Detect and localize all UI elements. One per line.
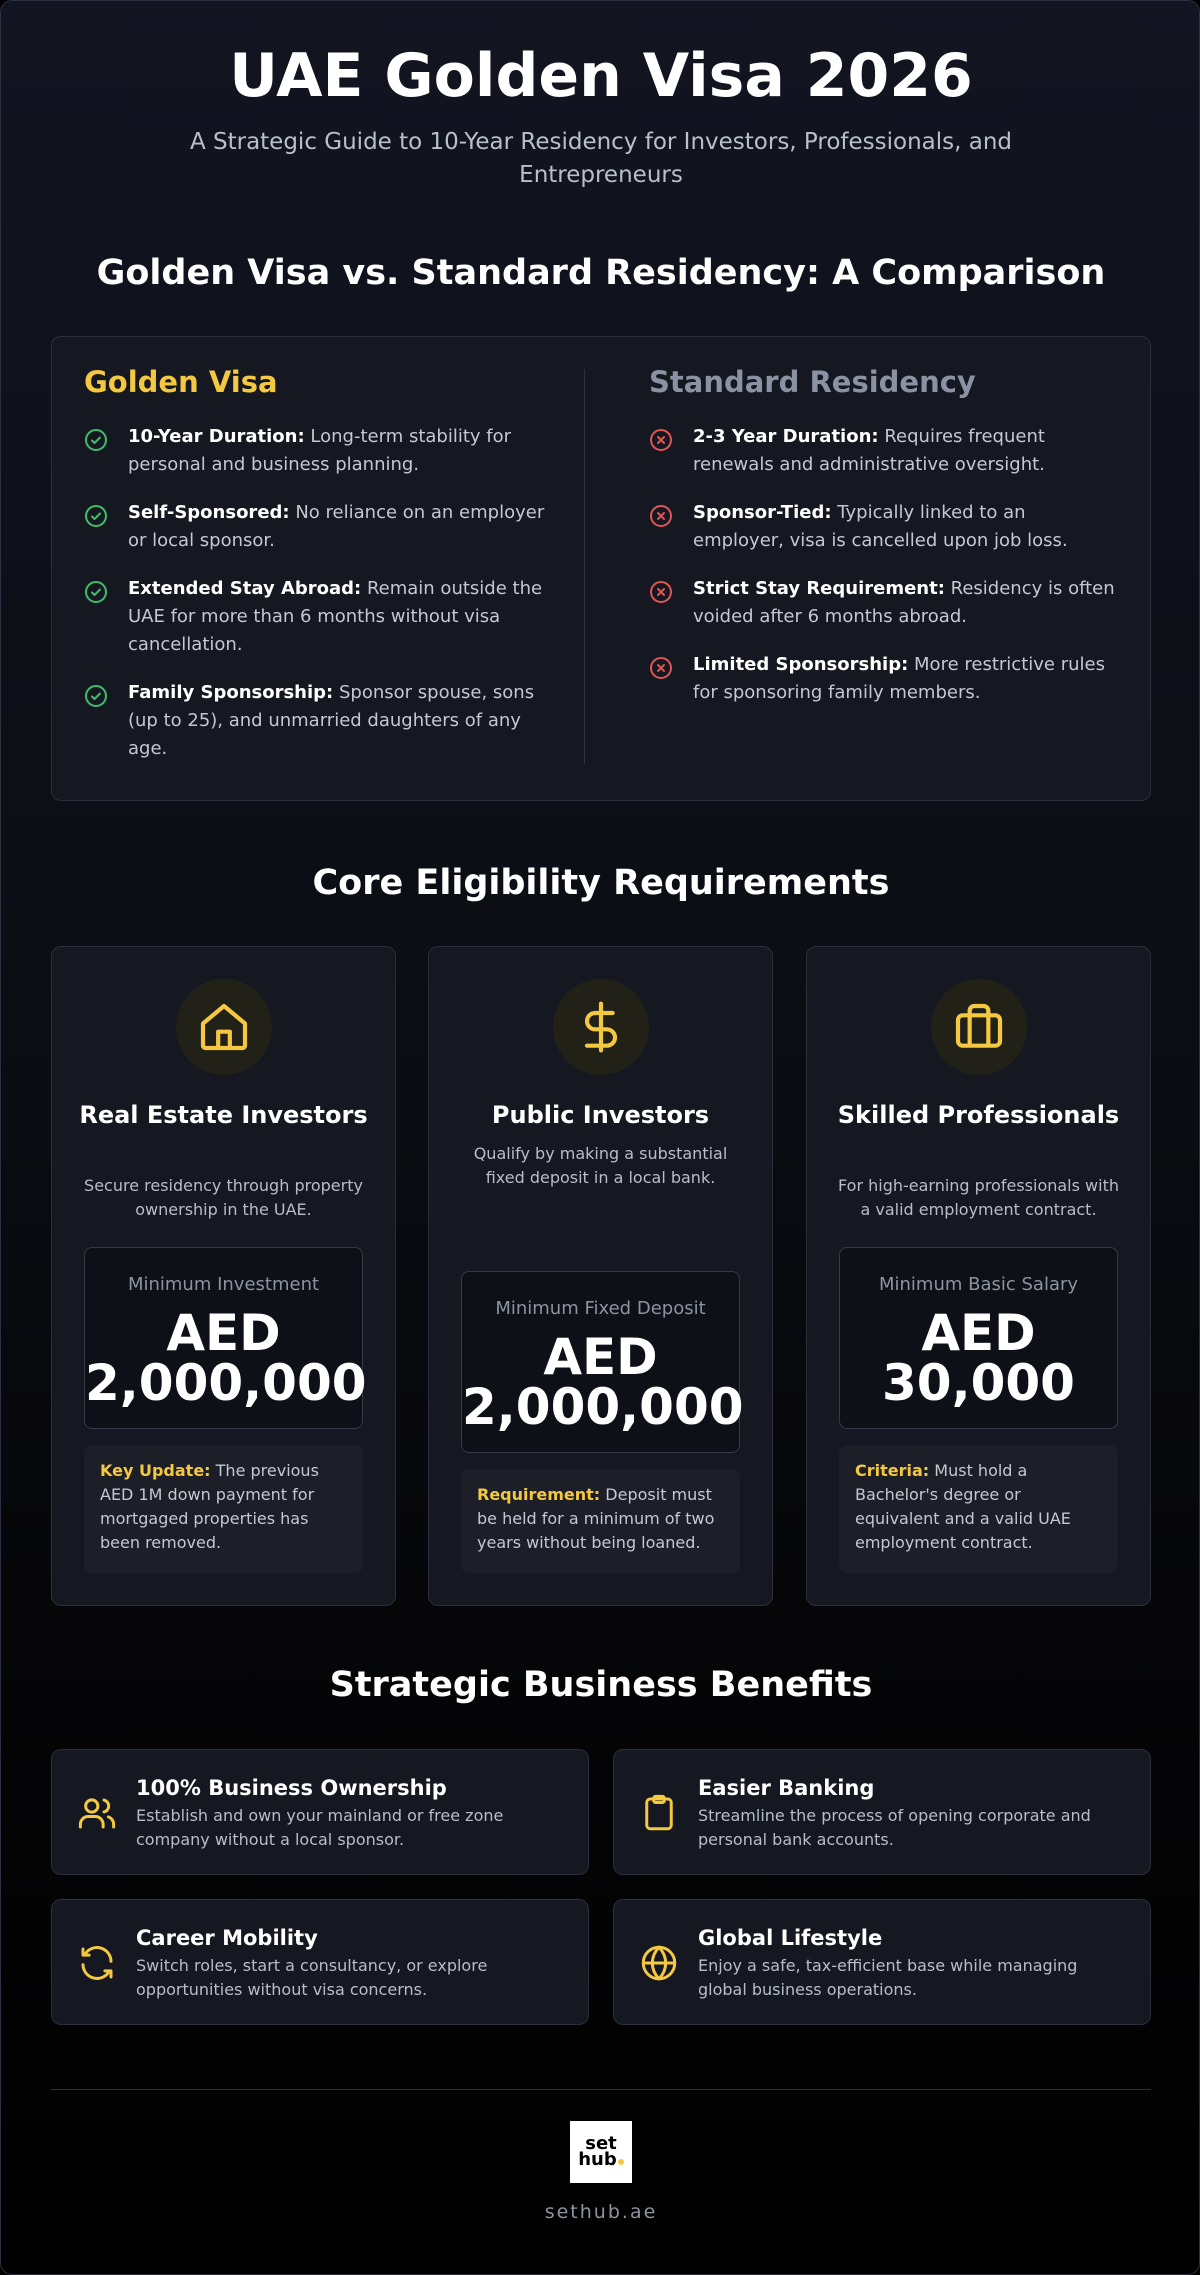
note-text: The previous AED 1M down payment for mortgaged properties has been removed. [100, 1461, 319, 1552]
benefit-title: Career Mobility [136, 1926, 318, 1950]
golden-item-text: Remain outside the UAE for more than 6 months without visa cancellation. [128, 578, 543, 655]
icon-badge [176, 979, 272, 1075]
standard-item-label: Limited Sponsorship: [693, 654, 909, 675]
eligibility-title: Core Eligibility Requirements [312, 863, 890, 903]
standard-item [649, 423, 1119, 479]
amount-currency: AED [543, 1328, 658, 1386]
golden-visa-column [84, 365, 554, 783]
benefit-description: Enjoy a safe, tax-efficient base while managing global business operations. [698, 1956, 1078, 1999]
benefit-card [51, 1899, 589, 2025]
amount-number: 30,000 [882, 1354, 1075, 1412]
golden-item [84, 575, 554, 659]
card-title: Skilled Professionals [837, 1101, 1120, 1129]
golden-item [84, 423, 554, 479]
amount-value [840, 1304, 1117, 1412]
skilled-professionals-card [806, 946, 1151, 1606]
golden-item-text: Long-term stability for personal and business planning. [128, 426, 512, 475]
comparison-title: Golden Visa vs. Standard Residency: A Comparison [96, 253, 1106, 293]
golden-item-label: 10-Year Duration: [128, 426, 305, 447]
benefit-title: Easier Banking [698, 1776, 875, 1800]
benefit-card [613, 1749, 1151, 1875]
note-box [461, 1469, 740, 1573]
note-box [839, 1445, 1118, 1573]
briefcase-icon [951, 999, 1007, 1055]
benefit-description: Switch roles, start a consultancy, or explore opportunities without visa concerns. [136, 1956, 488, 1999]
note-box [84, 1445, 363, 1573]
amount-currency: AED [921, 1304, 1036, 1362]
icon-badge [931, 979, 1027, 1075]
golden-item-text: Sponsor spouse, sons (up to 25), and unmarried daughters of any age. [128, 682, 535, 759]
golden-item-label: Extended Stay Abroad: [128, 578, 362, 599]
site-link[interactable]: sethub.ae [544, 2201, 658, 2223]
column-divider [584, 369, 585, 764]
note-label: Requirement: [477, 1485, 601, 1504]
standard-item-label: 2-3 Year Duration: [693, 426, 879, 447]
golden-item [84, 679, 554, 763]
standard-residency-column [649, 365, 1119, 727]
icon-badge [553, 979, 649, 1075]
note-label: Key Update: [100, 1461, 211, 1480]
amount-box [839, 1247, 1118, 1429]
x-circle-icon [649, 656, 673, 680]
standard-item-text: Requires frequent renewals and administrative oversight. [693, 426, 1045, 475]
comparison-card [51, 336, 1151, 801]
x-circle-icon [649, 504, 673, 528]
sethub-logo[interactable] [570, 2121, 632, 2183]
amount-label: Minimum Fixed Deposit [495, 1298, 706, 1319]
golden-item-label: Family Sponsorship: [128, 682, 334, 703]
check-circle-icon [84, 684, 108, 708]
page-title: UAE Golden Visa 2026 [229, 41, 973, 111]
card-description: Secure residency through property ownership in the UAE. [84, 1176, 363, 1219]
amount-currency: AED [166, 1304, 281, 1362]
card-description: For high-earning professionals with a valid employment contract. [838, 1176, 1119, 1219]
card-title: Real Estate Investors [79, 1101, 368, 1129]
home-icon [196, 999, 252, 1055]
amount-number: 2,000,000 [462, 1378, 744, 1436]
standard-item-text: Typically linked to an employer, visa is cancelled upon job loss. [693, 502, 1068, 551]
standard-item [649, 499, 1119, 555]
standard-item-label: Strict Stay Requirement: [693, 578, 945, 599]
golden-item-text: No reliance on an employer or local sponsor. [128, 502, 545, 551]
benefit-title: Global Lifestyle [698, 1926, 883, 1950]
card-description: Qualify by making a substantial fixed deposit in a local bank. [473, 1144, 728, 1187]
note-text: Deposit must be held for a minimum of two years without being loaned. [477, 1485, 715, 1552]
amount-box [84, 1247, 367, 1429]
refresh-icon [76, 1942, 118, 1984]
benefit-title: 100% Business Ownership [136, 1776, 447, 1800]
benefits-title: Strategic Business Benefits [329, 1665, 873, 1705]
public-investors-card [428, 946, 773, 1606]
benefit-card [51, 1749, 589, 1875]
standard-item [649, 575, 1119, 631]
golden-visa-heading: Golden Visa [84, 365, 278, 399]
golden-item [84, 499, 554, 555]
x-circle-icon [649, 428, 673, 452]
page-subtitle: A Strategic Guide to 10-Year Residency for Investors, Professionals, and Entrepreneurs [189, 129, 1013, 188]
amount-box [461, 1271, 744, 1453]
note-label: Criteria: [855, 1461, 930, 1480]
amount-value [85, 1304, 367, 1412]
benefit-description: Establish and own your mainland or free zone company without a local sponsor. [136, 1806, 504, 1849]
x-circle-icon [649, 580, 673, 604]
standard-item-text: Residency is often voided after 6 months abroad. [693, 578, 1115, 627]
standard-item [649, 651, 1119, 707]
check-circle-icon [84, 504, 108, 528]
standard-residency-heading: Standard Residency [649, 365, 976, 399]
check-circle-icon [84, 428, 108, 452]
logo-text-top: set [585, 2133, 617, 2154]
golden-item-label: Self-Sponsored: [128, 502, 290, 523]
logo-dot [618, 2159, 624, 2165]
card-title: Public Investors [491, 1101, 710, 1129]
standard-item-text: More restrictive rules for sponsoring family members. [693, 654, 1105, 703]
amount-label: Minimum Basic Salary [878, 1274, 1079, 1295]
real-estate-card [51, 946, 396, 1606]
footer-divider [51, 2089, 1151, 2090]
note-text: Must hold a Bachelor's degree or equivalent and a valid UAE employment contract. [855, 1461, 1071, 1552]
check-circle-icon [84, 580, 108, 604]
globe-icon [638, 1942, 680, 1984]
standard-item-label: Sponsor-Tied: [693, 502, 832, 523]
amount-number: 2,000,000 [85, 1354, 367, 1412]
amount-value [462, 1328, 744, 1436]
benefit-card [613, 1899, 1151, 2025]
logo-text-bottom: hub [578, 2152, 624, 2168]
dollar-icon [573, 999, 629, 1055]
benefit-description: Streamline the process of opening corporate and personal bank accounts. [698, 1806, 1091, 1849]
amount-label: Minimum Investment [127, 1274, 320, 1295]
clipboard-icon [638, 1792, 680, 1834]
users-icon [76, 1792, 118, 1834]
